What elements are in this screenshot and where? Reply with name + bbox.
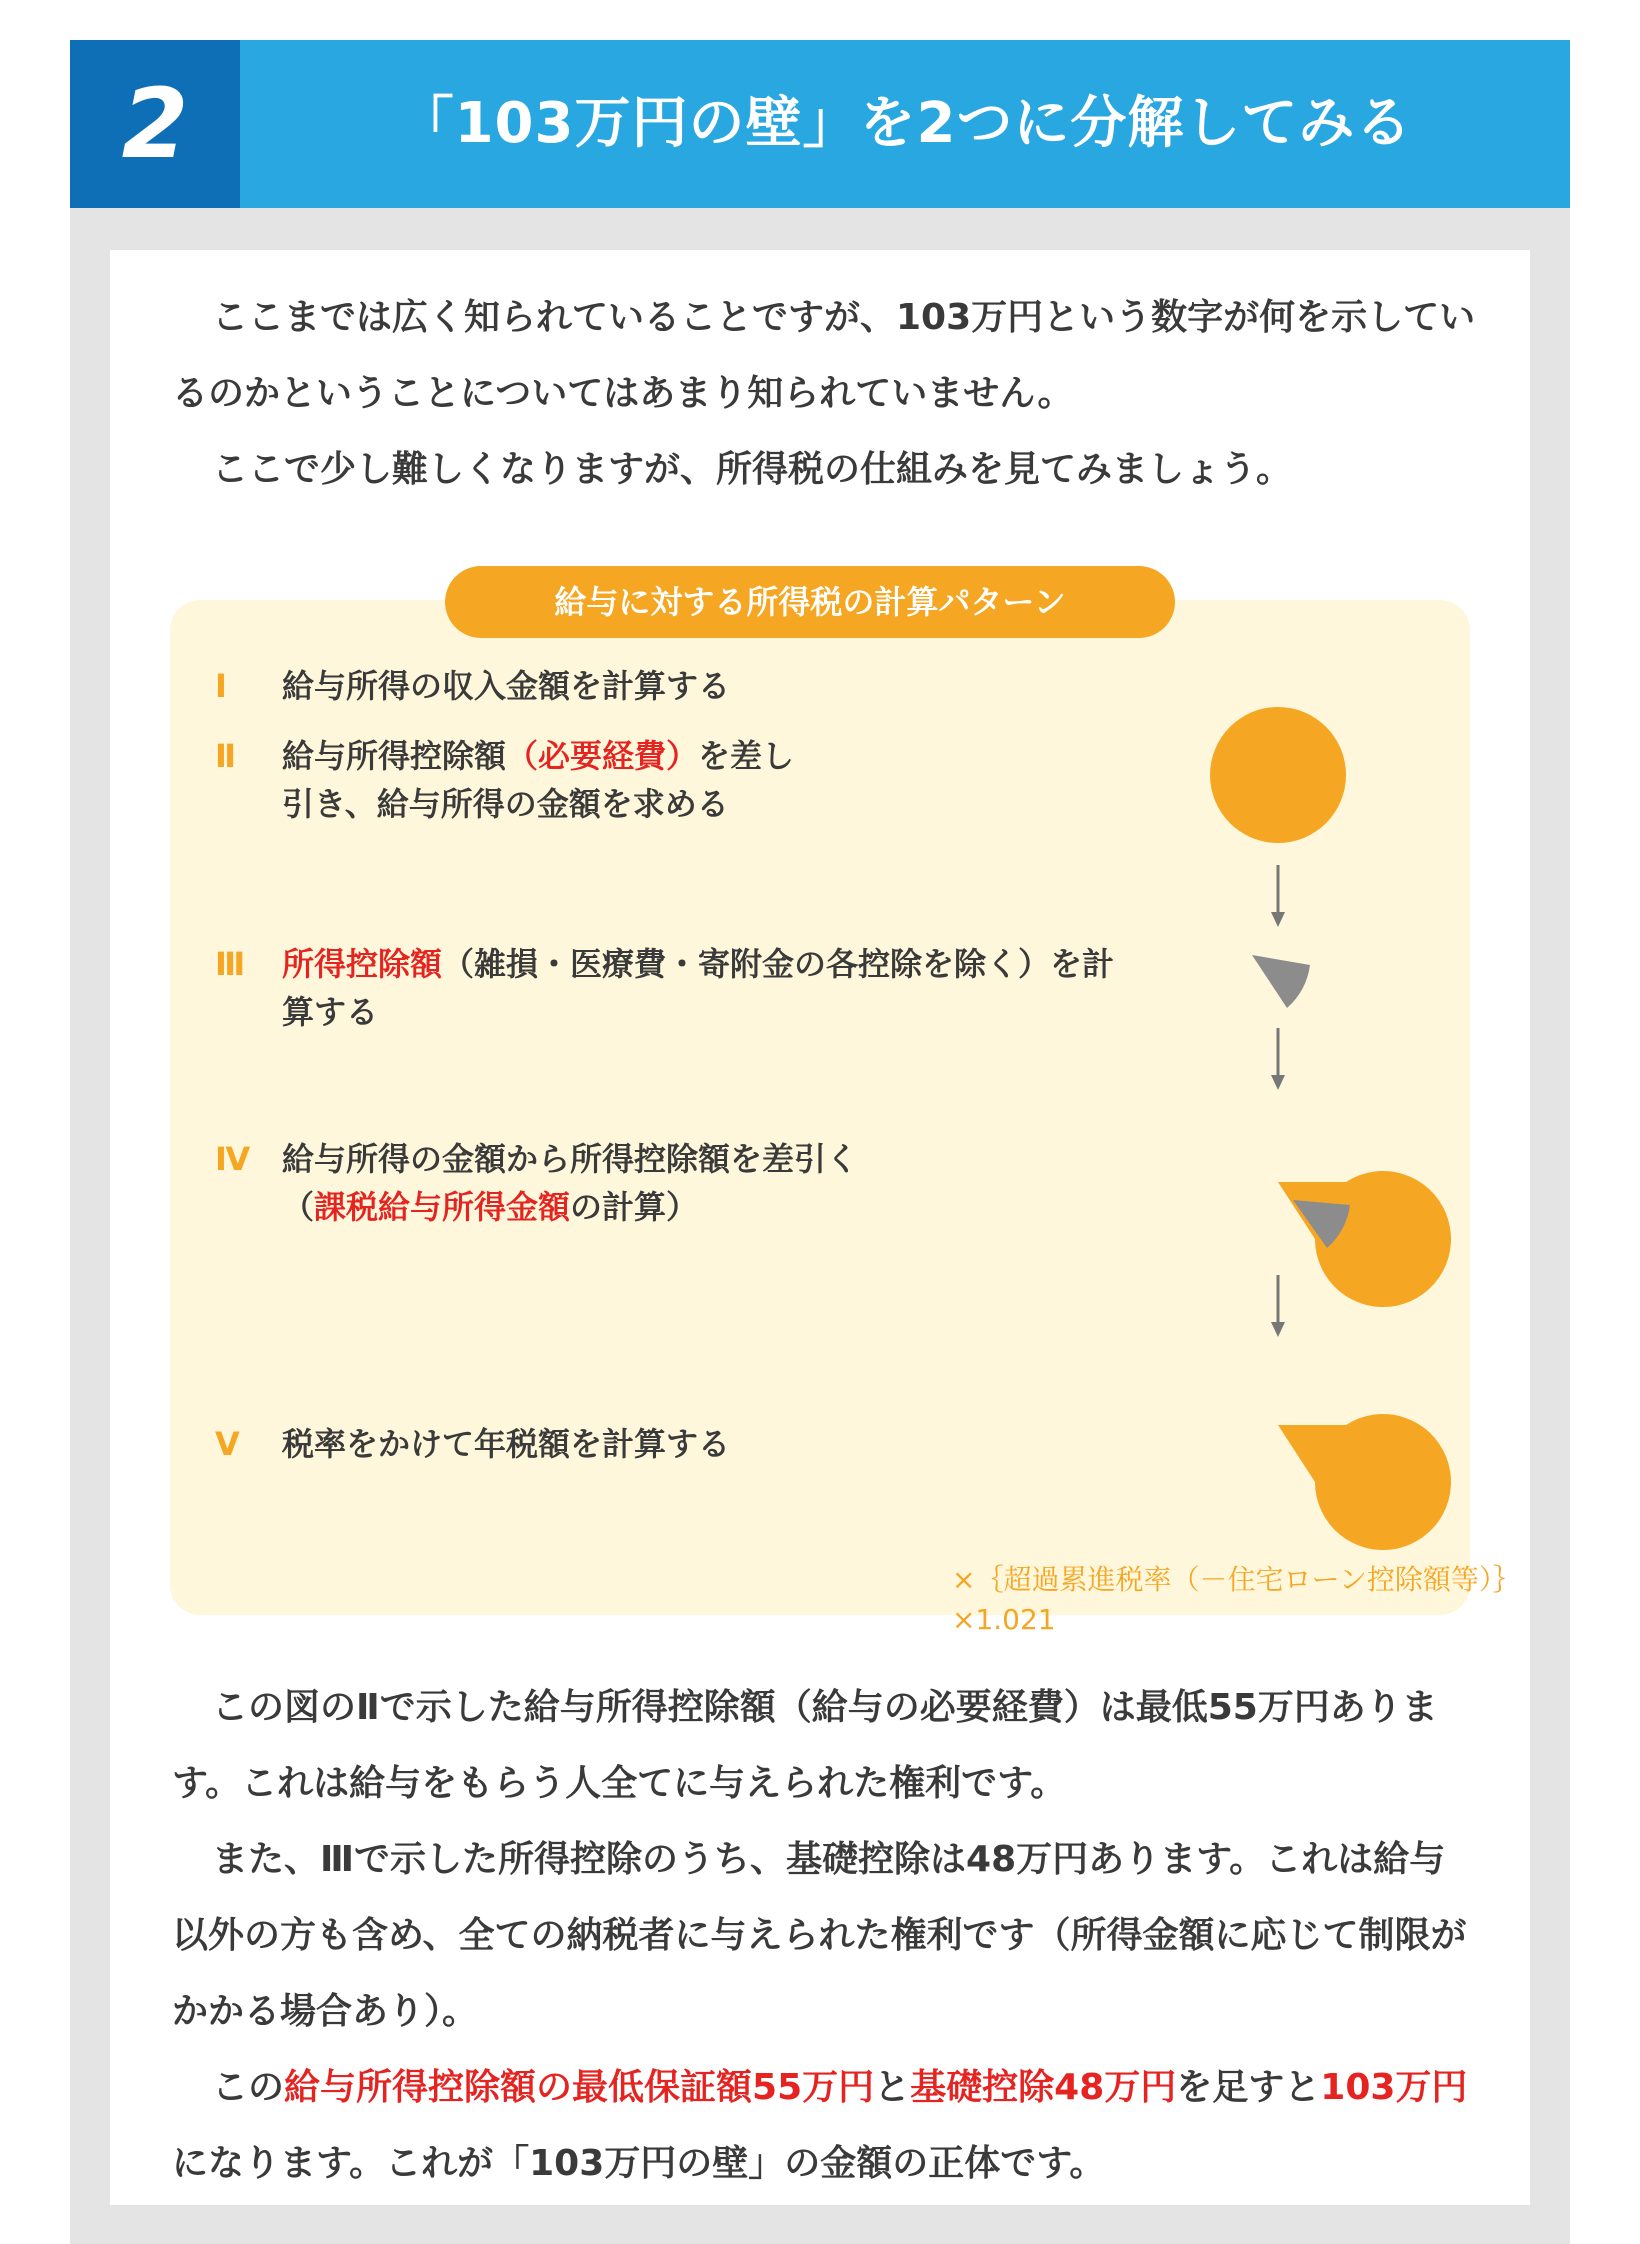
body-paragraph-3 bbox=[172, 2050, 1477, 2202]
body-paragraph-1: この図のⅡで示した給与所得控除額（給与の必要経費）は最低55万円あります。これは給与をもらう人全てに与えられた権利です。 bbox=[172, 1687, 1438, 1804]
body-p3-g: になります。これが「103万円の壁」の金額の正体です。 bbox=[172, 2143, 1106, 2184]
step-4-highlight: 課税給与所得金額 bbox=[314, 1188, 571, 1226]
step-4-text-a: 給与所得の金額から所得控除額を差引く（ bbox=[282, 1140, 859, 1226]
body-p3-highlight-1: 給与所得控除額の最低保証額55万円 bbox=[284, 2067, 875, 2108]
outer-frame bbox=[70, 40, 1570, 2244]
step-3-text-b: （雑損・医療費・寄附金の各控除を除く）を計算する bbox=[282, 945, 1115, 1031]
intro-paragraph-2: ここで少し難しくなりますが、所得税の仕組みを見てみましょう。 bbox=[212, 449, 1293, 490]
arrow-down-icon bbox=[1271, 865, 1285, 927]
full-income-circle bbox=[1210, 707, 1346, 843]
intro-paragraph-1: ここまでは広く知られていることですが、103万円という数字が何を示しているのかということについてはあまり知られていません。 bbox=[172, 297, 1476, 414]
step-2-text-b: を差し引き、給与所得の金額を求める bbox=[282, 737, 795, 823]
body-text bbox=[172, 1670, 1477, 2202]
step-3-highlight: 所得控除額 bbox=[282, 945, 443, 983]
body-p3-c: と bbox=[874, 2067, 911, 2108]
body-paragraph-2: また、Ⅲで示した所得控除のうち、基礎控除は48万円あります。これは給与以外の方も含め、全ての納税者に与えられた権利です（所得金額に応じて制限がかかる場合あり）。 bbox=[172, 1839, 1467, 2032]
step-1-text: 給与所得の収入金額を計算する bbox=[282, 667, 731, 705]
body-p3-highlight-2: 基礎控除48万円 bbox=[910, 2067, 1177, 2108]
arrow-down-icon bbox=[1271, 1275, 1285, 1337]
diagram-title: 給与に対する所得税の計算パターン bbox=[445, 566, 1175, 638]
arrow-down-icon bbox=[1271, 1028, 1285, 1090]
step-2-text-a: 給与所得控除額 bbox=[282, 737, 507, 775]
deduction-slice bbox=[1252, 955, 1310, 1008]
section-title: 「103万円の壁」を2つに分解してみる bbox=[397, 91, 1413, 156]
body-p3-highlight-3: 103万円 bbox=[1320, 2067, 1468, 2108]
tax-rate-note bbox=[952, 1560, 1521, 1640]
section-header bbox=[70, 40, 1570, 208]
step-5-text: 税率をかけて年税額を計算する bbox=[282, 1425, 731, 1463]
content-panel bbox=[110, 250, 1530, 2205]
section-number: 2 bbox=[121, 68, 189, 180]
remaining-income-shape bbox=[1278, 1171, 1451, 1307]
step-2-numeral: Ⅱ bbox=[215, 737, 237, 775]
step-3-numeral: Ⅲ bbox=[215, 945, 246, 983]
body-p3-e: を足すと bbox=[1176, 2067, 1321, 2108]
taxable-income-shape bbox=[1278, 1414, 1451, 1550]
step-4-text-b: の計算） bbox=[570, 1188, 699, 1226]
section-number-box bbox=[70, 40, 240, 208]
step-5-numeral: Ⅴ bbox=[215, 1425, 240, 1463]
step-1-numeral: Ⅰ bbox=[215, 667, 227, 705]
tax-rate-note-line2: ×1.021 bbox=[952, 1603, 1056, 1636]
step-4-numeral: Ⅳ bbox=[215, 1140, 251, 1178]
body-p3-a: この bbox=[212, 2067, 285, 2108]
step-2-highlight: （必要経費） bbox=[506, 737, 699, 775]
tax-rate-note-line1: ×｛超過累進税率（－住宅ローン控除額等）｝ bbox=[952, 1563, 1521, 1596]
